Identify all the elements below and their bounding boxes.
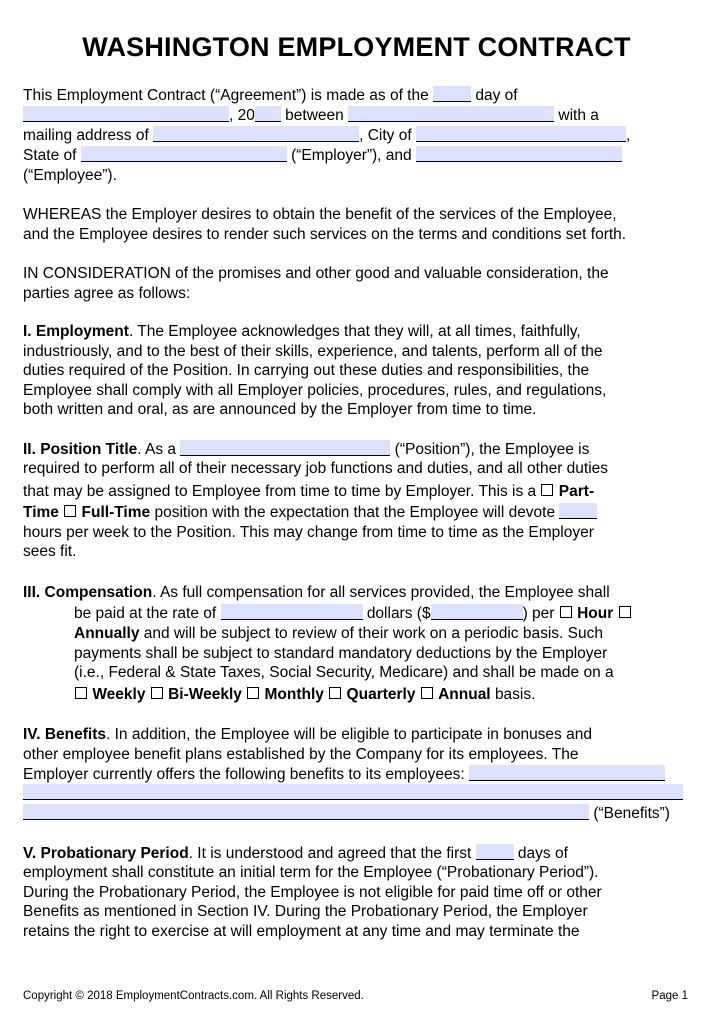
employment-line-5: both written and oral, as are announced by the Employer from time to time. (23, 401, 537, 418)
employment-line-2: industriously, and to the best of their skills, experience, and talents, perform all of the (23, 343, 603, 360)
rate-amount-field[interactable] (431, 604, 523, 620)
position-line-6: sees fit. (23, 543, 77, 560)
benefits-field-2[interactable] (23, 784, 683, 800)
day-field[interactable] (433, 86, 471, 102)
compensation-line-4: payments shall be subject to standard mandatory deductions by the Employer (74, 645, 608, 662)
probation-days-field[interactable] (476, 844, 514, 860)
employment-line-1: I. Employment. The Employee acknowledges that they will, at all times, faithfully, (23, 323, 581, 340)
benefits-field-1[interactable] (469, 765, 665, 781)
probation-line-4: Benefits as mentioned in Section IV. During the Probationary Period, the Employer (23, 903, 588, 920)
benefits-field-3[interactable] (23, 804, 589, 820)
intro-line-5: (“Employee”). (23, 167, 117, 184)
city-field[interactable] (416, 126, 626, 142)
year-field[interactable] (255, 106, 281, 122)
footer-page-number: Page 1 (651, 990, 688, 1002)
compensation-line-5: (i.e., Federal & State Taxes, Social Security, Medicare) and shall be made on a (74, 664, 614, 681)
compensation-heading: III. Compensation (23, 584, 153, 601)
state-field[interactable] (81, 146, 287, 162)
position-line-3: that may be assigned to Employee from time to time by Employer. This is a Part- (23, 483, 595, 500)
probation-line-3: During the Probationary Period, the Employee is not eligible for paid time off or other (23, 884, 602, 901)
full-time-checkbox[interactable] (64, 505, 76, 517)
month-field[interactable] (23, 106, 229, 122)
benefits-heading: IV. Benefits (23, 726, 106, 743)
page-title: WASHINGTON EMPLOYMENT CONTRACT (82, 32, 631, 62)
mailing-address-field[interactable] (153, 126, 359, 142)
bi-weekly-checkbox[interactable] (151, 687, 163, 699)
benefits-line-2: other employee benefit plans established by the Company for its employees. The (23, 746, 579, 763)
compensation-line-2: be paid at the rate of dollars ($ ) per Hour (74, 604, 632, 624)
position-line-1: II. Position Title. As a (“Position”), the Employee is (23, 441, 590, 458)
position-line-2: required to perform all of their necessary job functions and duties, and all other duties (23, 460, 609, 477)
intro-line-3: mailing address of , City of , (23, 127, 631, 144)
part-time-checkbox[interactable] (541, 484, 553, 496)
annually-checkbox[interactable] (619, 606, 631, 618)
employer-name-field[interactable] (348, 106, 554, 122)
benefits-line-4 (23, 784, 683, 804)
annual-checkbox[interactable] (421, 687, 433, 699)
intro-line-1: This Employment Contract (“Agreement”) is made as of the day of (23, 87, 518, 104)
probation-line-5: retains the right to exercise at will employment at any time and may terminate the (23, 923, 580, 940)
intro-line-2: , 20 between with a (23, 106, 599, 126)
footer-copyright: Copyright © 2018 EmploymentContracts.com. All Rights Reserved. (23, 990, 364, 1002)
compensation-line-1: III. Compensation. As full compensation for all services provided, the Employee shall (23, 584, 610, 601)
quarterly-checkbox[interactable] (329, 687, 341, 699)
probation-line-2: employment shall constitute an initial term for the Employee (“Probationary Period”). (23, 864, 599, 881)
position-field[interactable] (180, 440, 390, 456)
benefits-line-3: Employer currently offers the following benefits to its employees: (23, 765, 665, 785)
whereas-line-2: and the Employee desires to render such services on the terms and conditions set forth. (23, 226, 627, 243)
position-heading: II. Position Title (23, 441, 138, 458)
consideration-line-2: parties agree as follows: (23, 285, 191, 302)
benefits-line-5: (“Benefits”) (23, 804, 670, 824)
employment-heading: I. Employment (23, 323, 129, 340)
employee-name-field[interactable] (416, 146, 622, 162)
probation-heading: V. Probationary Period (23, 845, 189, 862)
compensation-line-6: Weekly Bi-Weekly Monthly Quarterly Annual basis. (74, 685, 535, 705)
consideration-line-1: IN CONSIDERATION of the promises and other good and valuable consideration, the (23, 265, 609, 282)
rate-words-field[interactable] (221, 604, 363, 620)
compensation-line-3: Annually and will be subject to review of their work on a periodic basis. Such (74, 625, 603, 642)
probation-line-1: V. Probationary Period. It is understood and agreed that the first days of (23, 845, 568, 862)
employment-line-4: Employee shall comply with all Employer policies, procedures, rules, and regulations, (23, 382, 607, 399)
hours-per-week-field[interactable] (559, 503, 597, 519)
whereas-line-1: WHEREAS the Employer desires to obtain the benefit of the services of the Employee, (23, 206, 617, 223)
employment-line-3: duties required of the Position. In carrying out these duties and responsibilities, the (23, 362, 590, 379)
benefits-line-1: IV. Benefits. In addition, the Employee will be eligible to participate in bonuses and (23, 726, 592, 743)
weekly-checkbox[interactable] (75, 687, 87, 699)
monthly-checkbox[interactable] (247, 687, 259, 699)
position-line-4: Time Full-Time position with the expectation that the Employee will devote (23, 503, 597, 523)
hour-checkbox[interactable] (560, 606, 572, 618)
position-line-5: hours per week to the Position. This may change from time to time as the Employer (23, 524, 594, 541)
intro-line-4: State of (“Employer”), and (23, 146, 622, 166)
